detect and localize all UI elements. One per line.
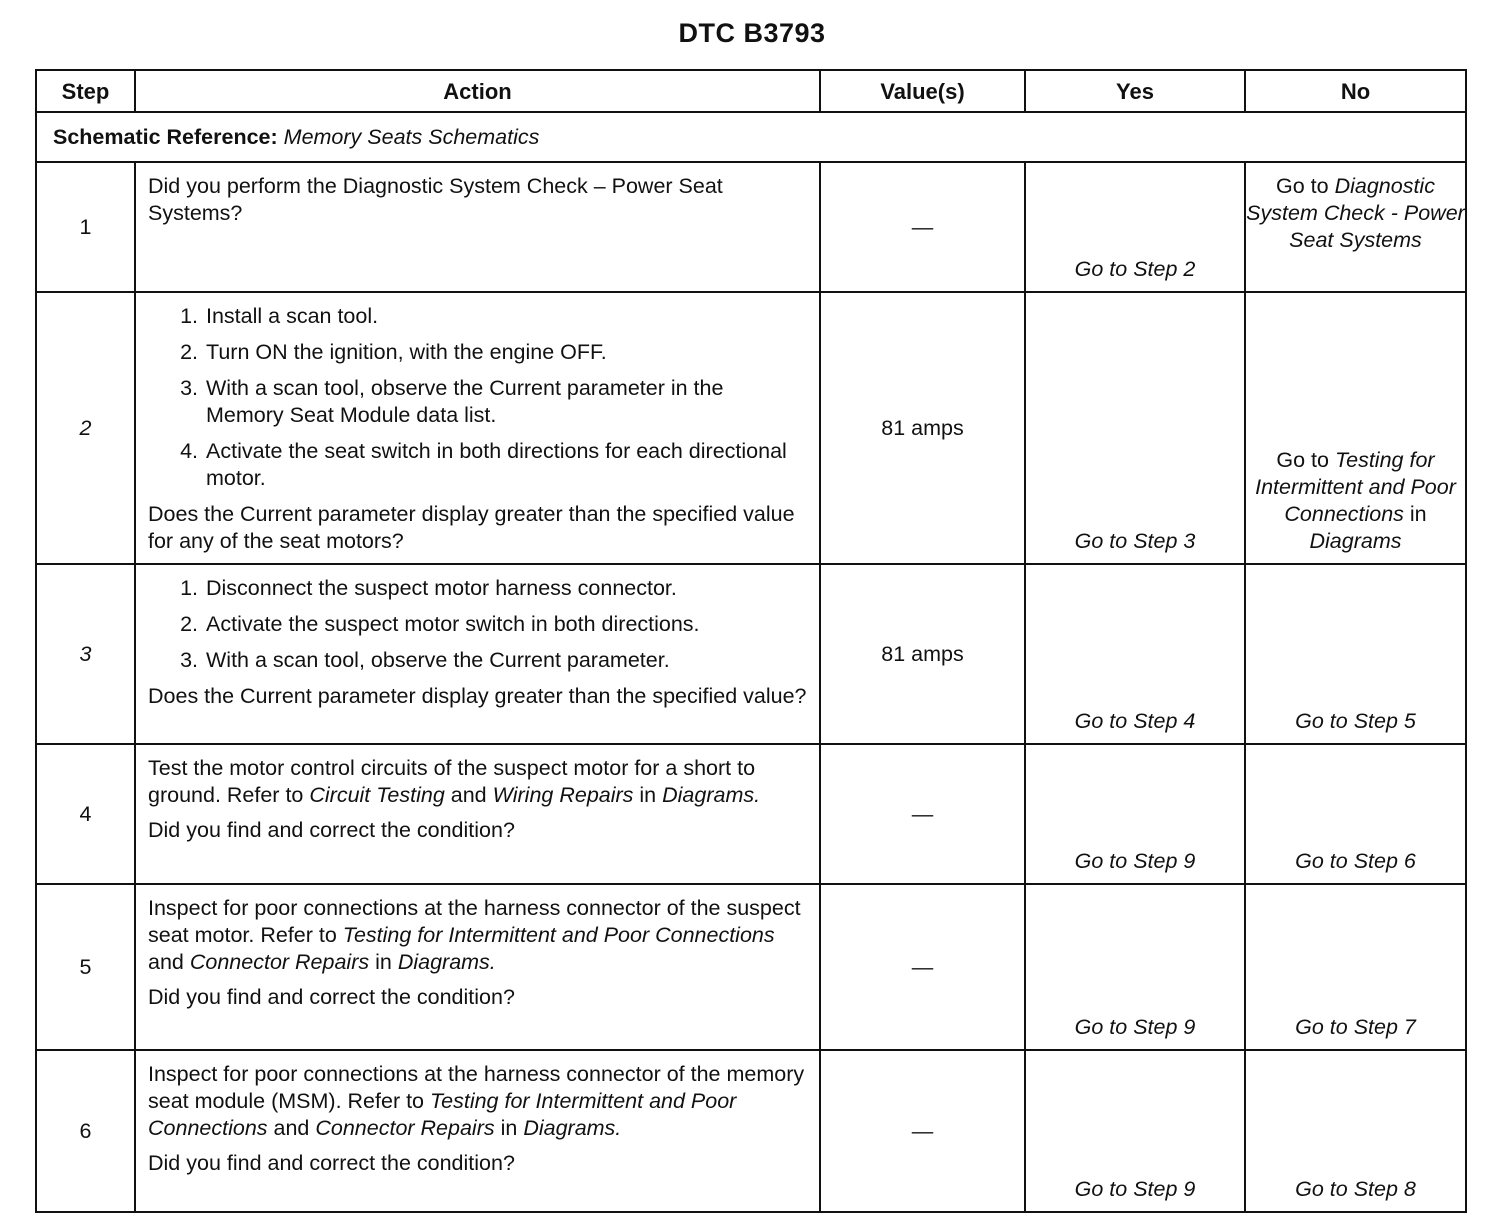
value-cell: 81 amps bbox=[820, 292, 1025, 564]
value-cell: — bbox=[820, 884, 1025, 1050]
schematic-link[interactable]: Memory Seats Schematics bbox=[283, 124, 540, 149]
yes-cell[interactable]: Go to Step 9 bbox=[1025, 1050, 1245, 1212]
step-number: 2 bbox=[36, 292, 135, 564]
header-action: Action bbox=[135, 70, 820, 112]
reference-link[interactable]: Connector Repairs bbox=[315, 1116, 495, 1140]
step-number: 3 bbox=[36, 564, 135, 744]
action-text bbox=[148, 895, 807, 976]
yes-cell[interactable]: Go to Step 3 bbox=[1025, 292, 1245, 564]
action-text-part: and bbox=[444, 783, 493, 807]
reference-link[interactable]: Testing for Intermittent and Poor Connections bbox=[342, 923, 775, 947]
list-item: 2. Activate the suspect motor switch in both directions. bbox=[204, 611, 807, 638]
yes-cell[interactable]: Go to Step 2 bbox=[1025, 162, 1245, 292]
table-row bbox=[36, 292, 1466, 564]
action-question: Does the Current parameter display greater than the specified value for any of the seat motors? bbox=[148, 502, 795, 553]
no-prefix: Go to bbox=[1276, 174, 1335, 198]
reference-link[interactable]: Circuit Testing bbox=[309, 783, 445, 807]
page-title: DTC B3793 bbox=[678, 18, 826, 48]
no-cell[interactable]: Go to Step 6 bbox=[1245, 744, 1466, 884]
no-mid: in bbox=[1403, 502, 1427, 526]
no-cell[interactable] bbox=[1245, 292, 1466, 564]
table-row bbox=[36, 744, 1466, 884]
header-no: No bbox=[1245, 70, 1466, 112]
no-link-2[interactable]: Diagrams bbox=[1309, 529, 1402, 553]
header-step: Step bbox=[36, 70, 135, 112]
yes-cell[interactable]: Go to Step 4 bbox=[1025, 564, 1245, 744]
action-list bbox=[148, 575, 807, 674]
no-link[interactable]: Testing for Intermittent and Poor Connections bbox=[1255, 448, 1456, 526]
header-row bbox=[36, 70, 1466, 112]
reference-link[interactable]: Diagrams. bbox=[397, 950, 496, 974]
reference-link[interactable]: Connector Repairs bbox=[189, 950, 370, 974]
value-cell: — bbox=[820, 1050, 1025, 1212]
value-cell: 81 amps bbox=[820, 564, 1025, 744]
action-question: Did you find and correct the condition? bbox=[148, 985, 515, 1009]
list-item: 4. Activate the seat switch in both directions for each directional motor. bbox=[204, 438, 807, 492]
reference-link[interactable]: Diagrams. bbox=[523, 1116, 622, 1140]
action-text-part: and bbox=[267, 1116, 316, 1140]
table-row bbox=[36, 884, 1466, 1050]
action-question: Did you find and correct the condition? bbox=[148, 1151, 515, 1175]
action-cell bbox=[135, 1050, 820, 1212]
action-cell bbox=[135, 744, 820, 884]
list-item: 2. Turn ON the ignition, with the engine OFF. bbox=[204, 339, 807, 366]
action-text bbox=[148, 1061, 807, 1142]
no-cell[interactable]: Go to Step 7 bbox=[1245, 884, 1466, 1050]
action-text-part: Inspect for poor connections at the harness connector of the suspect seat motor. Refer to bbox=[148, 896, 801, 947]
no-prefix: Go to bbox=[1276, 448, 1335, 472]
step-number: 1 bbox=[36, 162, 135, 292]
action-cell bbox=[135, 564, 820, 744]
schematic-row bbox=[36, 112, 1466, 162]
list-item: 1. Disconnect the suspect motor harness connector. bbox=[204, 575, 807, 602]
no-cell[interactable]: Go to Step 8 bbox=[1245, 1050, 1466, 1212]
action-question: Does the Current parameter display greater than the specified value? bbox=[148, 684, 807, 708]
step-number: 5 bbox=[36, 884, 135, 1050]
schematic-reference bbox=[36, 112, 1466, 162]
action-cell bbox=[135, 884, 820, 1050]
reference-link[interactable]: Wiring Repairs bbox=[492, 783, 634, 807]
action-text-part: and bbox=[148, 950, 190, 974]
table-row bbox=[36, 162, 1466, 292]
no-cell[interactable]: Go to Step 5 bbox=[1245, 564, 1466, 744]
header-yes: Yes bbox=[1025, 70, 1245, 112]
value-cell: — bbox=[820, 162, 1025, 292]
action-text bbox=[148, 755, 807, 809]
no-link[interactable]: Diagnostic System Check - Power Seat Systems bbox=[1246, 174, 1465, 252]
action-text-part: in bbox=[369, 950, 398, 974]
diagnostic-table bbox=[35, 69, 1467, 1213]
schematic-label: Schematic Reference: bbox=[53, 124, 278, 149]
action-text-part: Test the motor control circuits of the suspect motor for a short to ground. Refer to bbox=[148, 756, 756, 807]
action-cell bbox=[135, 292, 820, 564]
list-item: 3. With a scan tool, observe the Current parameter. bbox=[204, 647, 807, 674]
list-item: 3. With a scan tool, observe the Current parameter in the Memory Seat Module data list. bbox=[204, 375, 807, 429]
reference-link[interactable]: Diagrams. bbox=[662, 783, 761, 807]
action-question: Did you find and correct the condition? bbox=[148, 818, 515, 842]
action-text-part: in bbox=[633, 783, 663, 807]
value-cell: — bbox=[820, 744, 1025, 884]
table-row bbox=[36, 564, 1466, 744]
list-item: 1. Install a scan tool. bbox=[204, 303, 807, 330]
step-number: 6 bbox=[36, 1050, 135, 1212]
step-number: 4 bbox=[36, 744, 135, 884]
header-values: Value(s) bbox=[820, 70, 1025, 112]
reference-link[interactable]: Testing for Intermittent and Poor Connections bbox=[148, 1089, 737, 1140]
action-list bbox=[148, 303, 807, 492]
action-cell bbox=[135, 162, 820, 292]
action-text-part: Inspect for poor connections at the harness connector of the memory seat module (MSM). Refer to bbox=[148, 1062, 805, 1113]
yes-cell[interactable]: Go to Step 9 bbox=[1025, 744, 1245, 884]
table-row bbox=[36, 1050, 1466, 1212]
action-text-part: in bbox=[494, 1116, 524, 1140]
no-cell[interactable] bbox=[1245, 162, 1466, 292]
action-text: Did you perform the Diagnostic System Check – Power Seat Systems? bbox=[148, 174, 723, 225]
yes-cell[interactable]: Go to Step 9 bbox=[1025, 884, 1245, 1050]
